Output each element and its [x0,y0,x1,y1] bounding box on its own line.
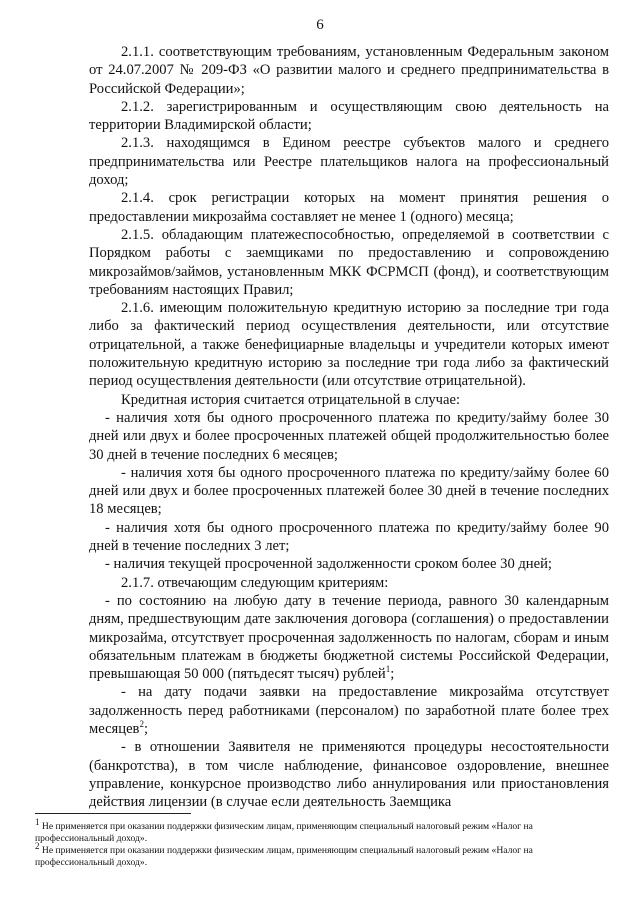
credit-history-item: - наличия хотя бы одного просроченного платежа по кредиту/займу более 90 дней в течение последних 3 лет; [89,519,609,555]
footnote-ref: 1 [385,664,391,675]
criterion-item [89,683,609,738]
document-body [89,43,609,811]
criterion-item: - в отношении Заявителя не применяются процедуры несостоятельности (банкротства), в том числе наблюдение, финансовое оздоровление, внешнее управление, конкурсное производство либо аннулирования или приостановления действия лицензии (в случае если деятельность Заемщика [89,739,609,811]
footnote-mark: 2 [35,841,40,851]
clause-2-1-2: 2.1.2. зарегистрированным и осуществляющим свою деятельность на территории Владимирской области; [89,98,609,134]
criterion-punct: ; [143,720,149,737]
clause-2-1-3: 2.1.3. находящимся в Едином реестре субъектов малого и среднего предпринимательства или Реестре плательщиков налога на профессиональный доход; [89,135,609,189]
criterion-text: - по состоянию на любую дату в течение периода, равного 30 календарным дням, предшествующим дате заключения договора (соглашения) о предоставлении микрозайма, отсутствует просроченная задолженность по налогам, сборам и иным обязательным платежам в бюджеты бюджетной системы Российской Федерации, превышающая 50 000 (пятьдесят тысяч) рублей [89,592,609,683]
footnote-mark: 1 [35,816,40,827]
footnote [35,816,610,844]
criterion-text: - на дату подачи заявки на предоставление микрозайма отсутствует задолженность перед работниками (персоналом) по заработной плате более трех месяцев [89,684,609,737]
footnote [35,841,610,868]
credit-history-item: - наличия хотя бы одного просроченного платежа по кредиту/займу более 30 дней или двух и более просроченных платежей общей продолжительностью более 30 дней в течение последних 6 месяцев; [89,409,609,463]
credit-history-item: - наличия хотя бы одного просроченного платежа по кредиту/займу более 60 дней или двух и более просроченных платежей более 30 дней в течение последних 18 месяцев; [89,464,609,518]
clause-2-1-1: 2.1.1. соответствующим требованиям, установленным Федеральным законом от 24.07.2007 № 209-ФЗ «О развитии малого и среднего предпринимательства в Российской Федерации»; [89,44,609,97]
footnote-separator [35,813,191,814]
clause-2-1-7: 2.1.7. отвечающим следующим критериям: [121,574,389,591]
clause-2-1-5: 2.1.5. обладающим платежеспособностью, определяемой в соответствии с Порядком работы с заемщиками по предоставлению и сопровождению микрозаймов/займов, установленным МКК ФСРМСП (фонд), и соответствующим требованиям настоящих Правил; [89,226,609,298]
footnotes [35,816,610,869]
credit-history-intro: Кредитная история считается отрицательной в случае: [121,391,461,408]
clause-2-1-6: 2.1.6. имеющим положительную кредитную историю за последние три года либо за фактический период осуществления деятельности, или отсутствие отрицательной, а также бенефициарные владельцы и учредители которых имеют положительную кредитную историю за последние три года либо за фактический период осуществления деятельности (или отсутствие отрицательной). [89,300,609,390]
footnote-text: Не применяется при оказании поддержки физическим лицам, применяющим специальный налоговый режим «Налог на профессиональный доход». [35,845,533,868]
clause-2-1-4: 2.1.4. срок регистрации которых на момент принятия решения о предоставлении микрозайма составляет не менее 1 (одного) месяца; [89,190,609,225]
page-number: 6 [316,17,324,33]
credit-history-item: - наличия текущей просроченной задолженности сроком более 30 дней; [105,556,552,573]
criterion-item: - по состоянию на любую дату в течение периода, равного 30 календарным дням, предшествующим дате заключения договора (соглашения) о предоставлении микрозайма, отсутствует просроченная задолженность по налогам, сборам и иным обязательным платежам в бюджеты бюджетной системы Российской Федерации, превышающая 50 000 (пятьдесят тысяч) рублей$^1$; [89,592,609,683]
footnote-ref: 2 [139,719,144,730]
footnote-text: Не применяется при оказании поддержки физическим лицам, применяющим специальный налоговый режим «Налог на профессиональный доход». [35,821,533,844]
